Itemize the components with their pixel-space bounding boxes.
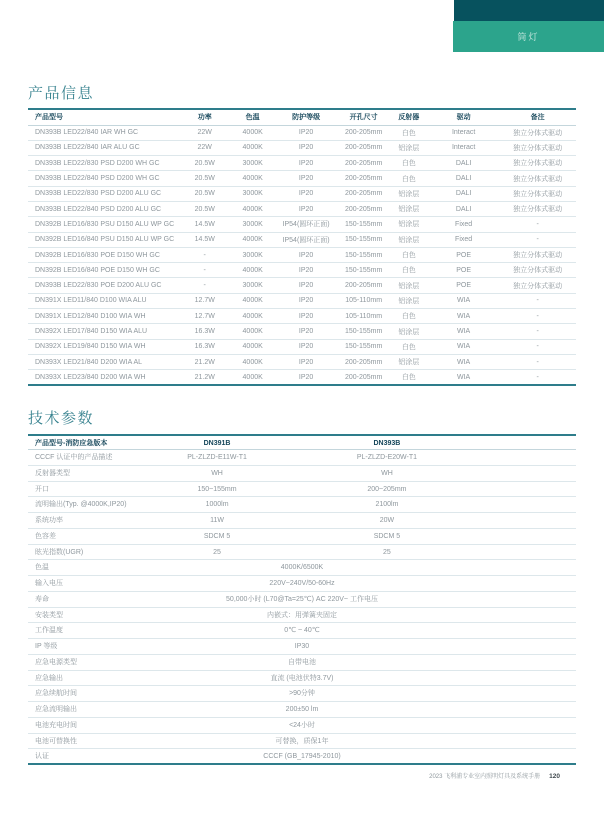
spec-label: IP 等级 bbox=[35, 643, 58, 651]
product-cell: 铝涂层 bbox=[398, 359, 420, 367]
product-cell: 12.7W bbox=[194, 312, 215, 320]
product-cell: 4000K bbox=[242, 297, 263, 305]
product-cell: 14.5W bbox=[194, 220, 215, 228]
spec-row bbox=[28, 639, 576, 655]
product-row bbox=[28, 201, 576, 216]
tech-specs-header-model-1: DN391B bbox=[203, 440, 231, 448]
product-cell: 白色 bbox=[401, 313, 416, 321]
product-info-table bbox=[28, 108, 576, 386]
product-cell: 22W bbox=[197, 144, 212, 152]
spec-label: 电池可替换性 bbox=[35, 737, 77, 745]
product-cell: 4000K bbox=[242, 205, 263, 213]
product-row bbox=[28, 217, 576, 232]
spec-value-model-1: WH bbox=[211, 469, 223, 477]
product-row bbox=[28, 140, 576, 155]
product-cell: 200-205mm bbox=[344, 282, 383, 290]
product-cell: 200-205mm bbox=[344, 159, 383, 167]
tech-specs-header-row bbox=[28, 434, 576, 450]
product-row bbox=[28, 339, 576, 354]
product-cell: - bbox=[536, 220, 539, 228]
product-cell: 150-155mm bbox=[344, 266, 383, 274]
spec-label: 安装类型 bbox=[35, 611, 63, 619]
product-cell: POE bbox=[456, 251, 472, 259]
product-cell: - bbox=[536, 297, 539, 305]
header-row bbox=[28, 109, 576, 125]
product-cell: 200-205mm bbox=[344, 144, 383, 152]
tech-specs-title: 技术参数 bbox=[28, 410, 95, 428]
product-row bbox=[28, 125, 576, 140]
product-cell: 200-205mm bbox=[344, 205, 383, 213]
product-cell: WIA bbox=[457, 297, 471, 305]
spec-row bbox=[28, 560, 576, 576]
product-cell: 14.5W bbox=[194, 236, 215, 244]
spec-value-model-2: 20W bbox=[379, 517, 395, 525]
product-cell: IP20 bbox=[298, 297, 314, 305]
spec-value-model-2: 2100lm bbox=[375, 501, 399, 509]
spec-value-model-2: 200~205mm bbox=[367, 485, 407, 493]
product-cell: IP20 bbox=[298, 129, 314, 137]
spec-label: 系统功率 bbox=[35, 517, 63, 525]
product-cell: Fixed bbox=[455, 220, 473, 228]
product-cell: - bbox=[536, 312, 539, 320]
product-cell: Fixed bbox=[455, 236, 473, 244]
product-cell: 22W bbox=[197, 129, 212, 137]
spec-value-shared: 内嵌式：用弹簧夹固定 bbox=[267, 611, 337, 619]
product-cell: Interact bbox=[451, 129, 476, 137]
product-cell: 3000K bbox=[242, 220, 263, 228]
spec-value-model-1: 150~155mm bbox=[197, 485, 237, 493]
spec-value-shared: 220V~240V/50-60Hz bbox=[269, 580, 335, 588]
product-cell: 白色 bbox=[401, 129, 416, 137]
spec-label: 色容差 bbox=[35, 532, 56, 540]
product-cell: 105-110mm bbox=[345, 297, 383, 305]
column-header: 产品型号 bbox=[35, 114, 63, 122]
product-cell: 独立分体式驱动 bbox=[513, 129, 563, 137]
product-cell: 3000K bbox=[242, 190, 263, 198]
product-row bbox=[28, 354, 576, 369]
spec-row bbox=[28, 497, 576, 513]
product-cell: DN392B LED16/840 POE D150 WH GC bbox=[35, 266, 160, 274]
product-cell: 独立分体式驱动 bbox=[513, 267, 563, 275]
product-cell: IP54(圆环正面) bbox=[282, 236, 330, 244]
product-row bbox=[28, 324, 576, 339]
spec-value-model-1: 1000lm bbox=[205, 501, 229, 509]
product-cell: - bbox=[536, 373, 539, 381]
column-header: 开孔尺寸 bbox=[349, 114, 378, 122]
product-cell: 4000K bbox=[242, 129, 263, 137]
spec-value-model-1: PL-ZLZD-E11W-T1 bbox=[187, 454, 247, 462]
product-cell: 铝涂层 bbox=[398, 206, 420, 214]
product-cell: DN392X LED17/840 D150 WIA ALU bbox=[35, 328, 148, 335]
spec-row bbox=[28, 608, 576, 624]
spec-value-shared: 0℃ ~ 40℃ bbox=[284, 627, 320, 635]
product-cell: 铝涂层 bbox=[398, 221, 420, 229]
column-header: 备注 bbox=[530, 114, 545, 122]
product-cell: 150-155mm bbox=[344, 251, 383, 259]
product-cell: 20.5W bbox=[194, 175, 215, 183]
spec-row bbox=[28, 671, 576, 687]
product-cell: 白色 bbox=[401, 175, 416, 183]
product-cell: 白色 bbox=[401, 267, 416, 275]
product-cell: 200-205mm bbox=[344, 373, 383, 381]
spec-label: 开口 bbox=[35, 485, 49, 493]
product-cell: IP20 bbox=[298, 205, 314, 213]
product-cell: 20.5W bbox=[194, 190, 215, 198]
product-cell: - bbox=[536, 328, 539, 335]
product-cell: 150-155mm bbox=[344, 236, 383, 244]
product-cell: - bbox=[536, 343, 539, 351]
product-cell: 铝涂层 bbox=[398, 328, 420, 336]
product-cell: 白色 bbox=[401, 343, 416, 351]
spec-value-shared: 50,000小时 (L70@Ta=25℃) AC 220V~ 工作电压 bbox=[226, 595, 378, 603]
product-cell: 独立分体式驱动 bbox=[513, 144, 563, 152]
spec-value-shared: 4000K/6500K bbox=[280, 564, 324, 572]
product-cell: - bbox=[536, 358, 539, 366]
spec-value-model-2: SDCM 5 bbox=[373, 532, 401, 540]
product-cell: 3000K bbox=[242, 159, 263, 167]
product-cell: 独立分体式驱动 bbox=[513, 282, 563, 290]
product-cell: WIA bbox=[457, 312, 471, 320]
product-cell: 4000K bbox=[242, 144, 263, 152]
product-cell: 铝涂层 bbox=[398, 236, 420, 244]
product-cell: IP20 bbox=[298, 266, 314, 274]
product-cell: - bbox=[536, 236, 539, 244]
product-cell: DN393X LED23/840 D200 WIA WH bbox=[35, 373, 146, 381]
product-cell: 白色 bbox=[401, 374, 416, 382]
spec-value-shared: CCCF (GB_17945-2010) bbox=[263, 753, 341, 761]
product-cell: IP20 bbox=[298, 175, 314, 183]
product-cell: DN393B LED22/840 PSD D200 ALU GC bbox=[35, 205, 162, 213]
spec-row bbox=[28, 576, 576, 592]
spec-label: 色温 bbox=[35, 564, 49, 572]
product-row bbox=[28, 232, 576, 247]
product-cell: DN391X LED11/840 D100 WIA ALU bbox=[35, 297, 147, 305]
spec-label: CCCF 认证中的产品描述 bbox=[35, 454, 113, 462]
spec-label: 寿命 bbox=[35, 595, 49, 603]
spec-row bbox=[28, 718, 576, 734]
product-cell: IP20 bbox=[298, 343, 314, 351]
product-cell: DN393X LED21/840 D200 WIA AL bbox=[35, 358, 143, 366]
spec-value-model-1: 11W bbox=[210, 517, 224, 525]
product-cell: POE bbox=[456, 282, 472, 290]
spec-row bbox=[28, 592, 576, 608]
product-cell: 铝涂层 bbox=[398, 282, 420, 290]
product-cell: DN393B LED22/830 PSD D200 ALU GC bbox=[35, 190, 162, 198]
product-cell: 200-205mm bbox=[344, 175, 383, 183]
product-cell: 4000K bbox=[242, 328, 263, 335]
spec-label: 工作温度 bbox=[35, 627, 63, 635]
product-cell: IP20 bbox=[298, 358, 314, 366]
product-cell: DN393B LED22/840 IAR WH GC bbox=[35, 129, 139, 137]
product-cell: WIA bbox=[457, 358, 471, 366]
product-cell: 独立分体式驱动 bbox=[513, 190, 563, 198]
product-cell: WIA bbox=[457, 373, 471, 381]
spec-label: 应急电源类型 bbox=[35, 658, 77, 666]
product-cell: DALI bbox=[455, 159, 472, 167]
spec-value-shared: <24小时 bbox=[289, 721, 315, 729]
category-tab-label: 筒灯 bbox=[517, 32, 540, 42]
spec-value-model-1: 25 bbox=[213, 548, 221, 556]
product-cell: IP20 bbox=[298, 328, 314, 335]
product-cell: POE bbox=[456, 266, 472, 274]
product-cell: IP20 bbox=[298, 251, 314, 259]
spec-label: 电池充电时间 bbox=[35, 721, 77, 729]
spec-value-model-2: WH bbox=[381, 469, 393, 477]
column-header: 驱动 bbox=[456, 114, 471, 122]
product-row bbox=[28, 247, 576, 262]
footer-page-number: 120 bbox=[549, 773, 560, 780]
product-info-title: 产品信息 bbox=[28, 85, 95, 102]
column-header: 功率 bbox=[197, 114, 212, 122]
spec-value-shared: 200±50 lm bbox=[285, 706, 319, 714]
product-cell: 20.5W bbox=[194, 205, 215, 213]
product-cell: IP54(圆环正面) bbox=[282, 221, 330, 229]
product-cell: DN393B LED22/840 IAR ALU GC bbox=[35, 144, 140, 152]
product-cell: Interact bbox=[451, 144, 476, 152]
product-cell: 12.7W bbox=[194, 297, 215, 305]
tech-specs-table-body bbox=[28, 450, 576, 765]
product-cell: - bbox=[203, 266, 206, 274]
product-cell: 16.3W bbox=[194, 343, 215, 351]
product-cell: IP20 bbox=[298, 190, 314, 198]
product-cell: WIA bbox=[457, 328, 471, 335]
spec-value-shared: 自带电池 bbox=[288, 658, 316, 666]
spec-row bbox=[28, 466, 576, 482]
product-cell: DALI bbox=[455, 175, 472, 183]
product-cell: 200-205mm bbox=[344, 358, 383, 366]
product-cell: DN392B LED16/830 PSU D150 ALU WP GC bbox=[35, 220, 175, 228]
product-cell: 200-205mm bbox=[344, 129, 383, 137]
product-cell: DALI bbox=[455, 205, 472, 213]
column-header: 反射器 bbox=[398, 114, 420, 122]
spec-label: 应急输出 bbox=[35, 674, 63, 682]
column-header: 色温 bbox=[245, 114, 260, 122]
tech-specs-header-model-2: DN393B bbox=[373, 440, 401, 448]
product-cell: 独立分体式驱动 bbox=[513, 160, 563, 168]
spec-row bbox=[28, 513, 576, 529]
product-cell: DN392B LED16/830 POE D150 WH GC bbox=[35, 251, 160, 259]
spec-value-shared: 可替换，质保1年 bbox=[275, 737, 329, 745]
spec-value-shared: >90分钟 bbox=[289, 690, 315, 698]
product-cell: 独立分体式驱动 bbox=[513, 206, 563, 214]
spec-row bbox=[28, 450, 576, 466]
product-cell: IP20 bbox=[298, 373, 314, 381]
product-cell: 200-205mm bbox=[344, 190, 383, 198]
page-content bbox=[28, 0, 576, 765]
product-cell: 4000K bbox=[242, 343, 263, 351]
product-cell: DN392X LED19/840 D150 WIA WH bbox=[35, 343, 146, 351]
product-row bbox=[28, 186, 576, 201]
product-row bbox=[28, 309, 576, 324]
product-cell: 105-110mm bbox=[345, 312, 383, 320]
product-row bbox=[28, 293, 576, 308]
spec-label: 输入电压 bbox=[35, 580, 63, 588]
spec-label: 流明输出(Typ. @4000K,IP20) bbox=[35, 501, 127, 509]
spec-value-model-1: SDCM 5 bbox=[203, 532, 231, 540]
footer-booklet-title: 2023 飞利浦专业室内照明灯具及系统手册 bbox=[429, 774, 541, 780]
product-cell: 独立分体式驱动 bbox=[513, 252, 563, 260]
product-cell: 16.3W bbox=[194, 328, 215, 335]
product-cell: WIA bbox=[457, 343, 471, 351]
product-cell: 铝涂层 bbox=[398, 144, 420, 152]
spec-label: 反射器类型 bbox=[35, 469, 70, 477]
product-cell: 4000K bbox=[242, 236, 263, 244]
product-cell: 4000K bbox=[242, 373, 263, 381]
product-cell: DALI bbox=[455, 190, 472, 198]
spec-value-shared: 直流 (电池伏特3.7V) bbox=[270, 674, 334, 682]
product-cell: 白色 bbox=[401, 252, 416, 260]
spec-row bbox=[28, 623, 576, 639]
product-cell: DN393B LED22/830 POE D200 ALU GC bbox=[35, 282, 162, 290]
product-cell: 独立分体式驱动 bbox=[513, 175, 563, 183]
spec-label: 应急流明输出 bbox=[35, 706, 77, 714]
product-cell: IP20 bbox=[298, 159, 314, 167]
spec-label: 眩光指数(UGR) bbox=[35, 548, 84, 556]
product-cell: 铝涂层 bbox=[398, 190, 420, 198]
product-row bbox=[28, 278, 576, 293]
tech-specs-table bbox=[28, 434, 576, 765]
product-row bbox=[28, 156, 576, 171]
spec-row bbox=[28, 529, 576, 545]
product-cell: DN392B LED16/840 PSU D150 ALU WP GC bbox=[35, 236, 175, 244]
spec-value-model-2: 25 bbox=[383, 548, 391, 556]
spec-label: 认证 bbox=[35, 753, 49, 761]
product-cell: 20.5W bbox=[194, 159, 215, 167]
spec-row bbox=[28, 702, 576, 718]
product-cell: 4000K bbox=[242, 266, 263, 274]
spec-row bbox=[28, 734, 576, 750]
product-cell: 3000K bbox=[242, 282, 263, 290]
product-cell: IP20 bbox=[298, 144, 314, 152]
product-cell: 21.2W bbox=[194, 358, 215, 366]
page-footer bbox=[429, 771, 560, 780]
spec-row bbox=[28, 749, 576, 765]
product-cell: 白色 bbox=[401, 160, 416, 168]
product-cell: DN393B LED22/840 PSD D200 WH GC bbox=[35, 175, 160, 183]
product-info-table-header bbox=[28, 109, 576, 125]
tech-specs-header-label: 产品型号-消防应急版本 bbox=[35, 440, 108, 448]
product-cell: IP20 bbox=[298, 282, 314, 290]
product-cell: 3000K bbox=[242, 251, 263, 259]
product-cell: - bbox=[203, 251, 206, 259]
product-cell: 150-155mm bbox=[344, 328, 383, 335]
product-row bbox=[28, 370, 576, 385]
product-cell: 铝涂层 bbox=[398, 297, 420, 305]
product-cell: 4000K bbox=[242, 175, 263, 183]
spec-row bbox=[28, 545, 576, 561]
product-cell: DN393B LED22/830 PSD D200 WH GC bbox=[35, 159, 160, 167]
product-cell: 150-155mm bbox=[344, 343, 383, 351]
spec-value-model-2: PL-ZLZD-E20W-T1 bbox=[356, 454, 418, 462]
spec-row bbox=[28, 686, 576, 702]
product-cell: IP20 bbox=[298, 312, 314, 320]
product-cell: DN391X LED12/840 D100 WIA WH bbox=[35, 312, 146, 320]
spec-row bbox=[28, 655, 576, 671]
product-info-table-body bbox=[28, 125, 576, 385]
product-row bbox=[28, 171, 576, 186]
product-cell: 21.2W bbox=[194, 373, 215, 381]
spec-row bbox=[28, 482, 576, 498]
product-row bbox=[28, 263, 576, 278]
product-cell: 4000K bbox=[242, 312, 263, 320]
product-cell: 4000K bbox=[242, 358, 263, 366]
spec-label: 应急续航时间 bbox=[35, 690, 77, 698]
column-header: 防护等级 bbox=[292, 114, 321, 122]
spec-value-shared: IP30 bbox=[294, 643, 310, 651]
product-cell: 150-155mm bbox=[344, 220, 383, 228]
product-cell: - bbox=[203, 282, 206, 290]
